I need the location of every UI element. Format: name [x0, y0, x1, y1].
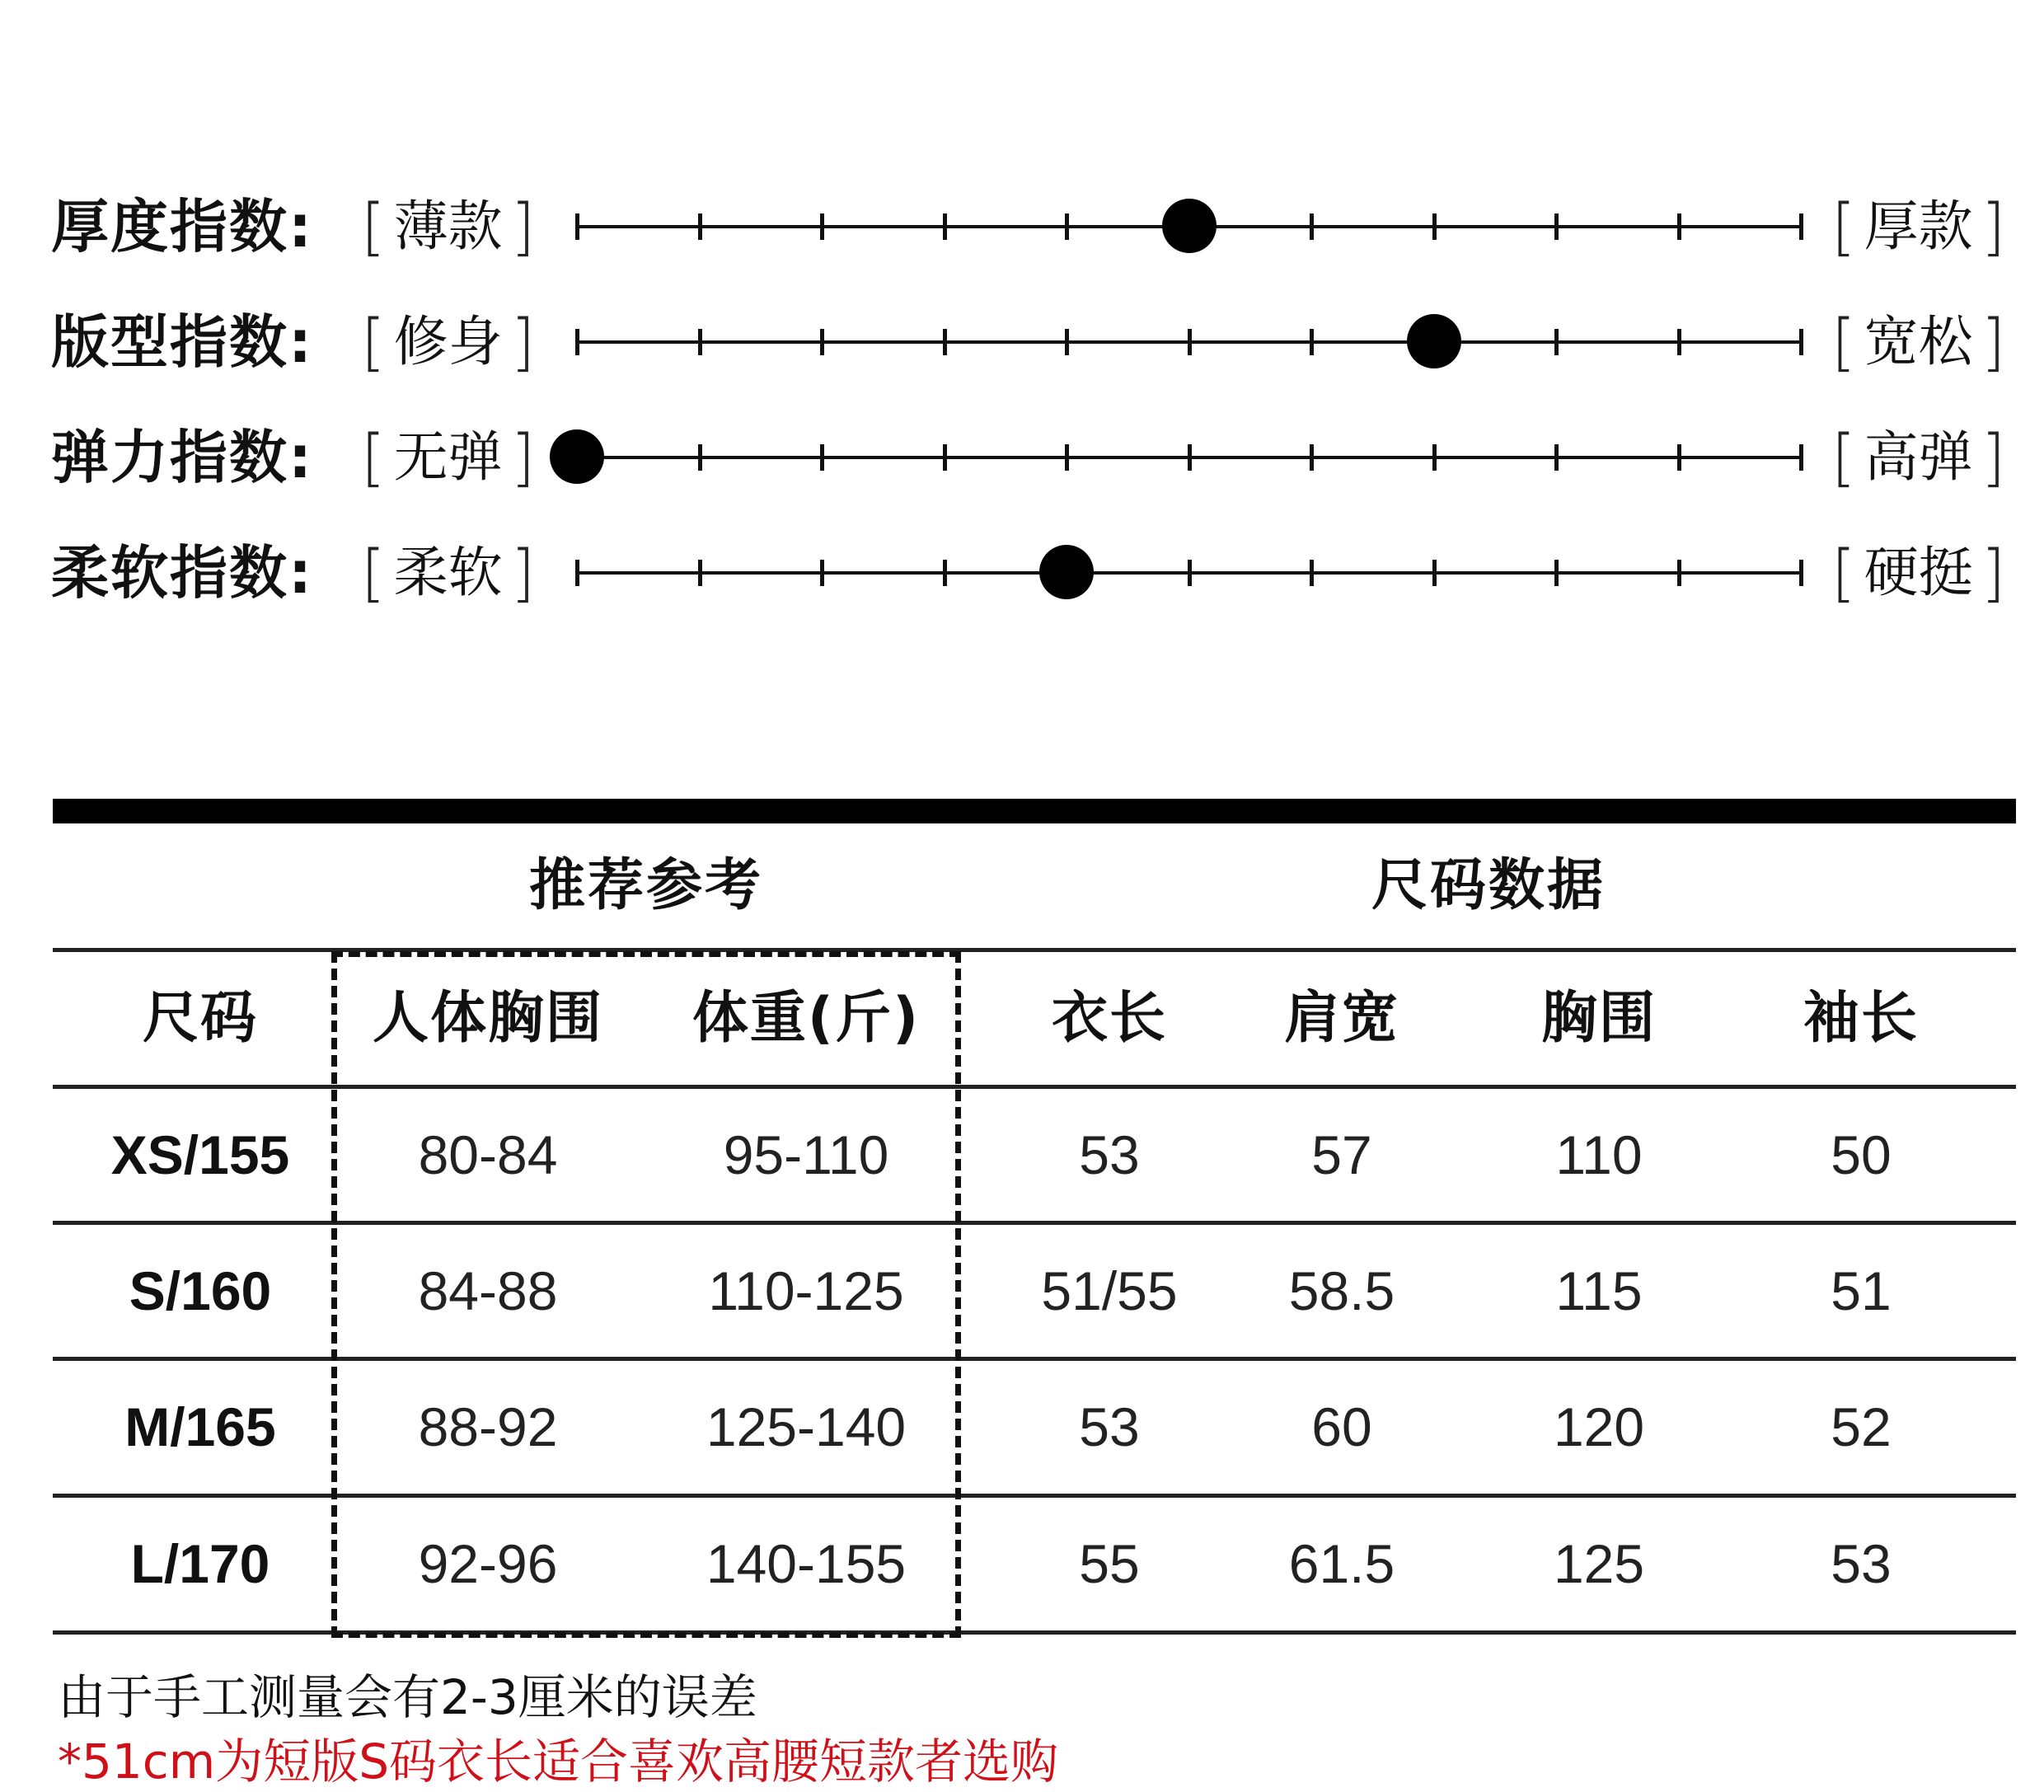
scale-tick	[1677, 329, 1681, 355]
scale-tick	[1799, 560, 1803, 586]
short-size-note: *51cm为短版S码衣长适合喜欢高腰短款者选购	[58, 1733, 1059, 1790]
bracket-close: ]	[510, 536, 536, 609]
index-max-text: 厚款	[1864, 195, 1973, 258]
index-min-text: 薄款	[393, 195, 503, 258]
size-label-cell: M/165	[124, 1396, 276, 1457]
index-scale-track	[577, 225, 1801, 228]
index-max-text: 宽松	[1864, 310, 1973, 373]
table-cell: 52	[1831, 1396, 1892, 1457]
scale-tick	[1432, 444, 1437, 471]
index-title: 柔软指数:	[51, 539, 313, 607]
table-cell: 51	[1831, 1260, 1892, 1321]
bracket-open: [	[1831, 420, 1856, 494]
bracket-open: [	[361, 305, 386, 378]
bracket-close: ]	[510, 190, 536, 263]
bracket-open: [	[1831, 536, 1856, 609]
scale-tick	[1432, 213, 1437, 240]
scale-tick	[698, 560, 702, 586]
index-scale-track	[577, 456, 1801, 459]
table-cell: 58.5	[1288, 1260, 1395, 1321]
scale-tick	[943, 444, 947, 471]
index-max-text: 硬挺	[1864, 541, 1973, 604]
column-header: 胸围	[1540, 986, 1657, 1051]
table-cell: 61.5	[1288, 1533, 1395, 1594]
scale-tick	[820, 560, 824, 586]
table-cell: 140-155	[706, 1533, 907, 1594]
index-min-label	[361, 515, 535, 631]
bracket-close: ]	[510, 305, 536, 378]
index-max-label	[1831, 400, 2005, 515]
scale-tick	[1065, 213, 1069, 240]
column-header: 袖长	[1803, 986, 1919, 1051]
index-level-marker	[1162, 199, 1217, 253]
index-min-text: 无弹	[393, 425, 503, 489]
index-level-marker	[1039, 545, 1094, 599]
scale-tick	[1188, 329, 1192, 355]
measurement-note: 由于手工测量会有2-3厘米的误差	[58, 1669, 757, 1725]
scale-tick	[1310, 560, 1314, 586]
index-level-marker	[550, 429, 604, 484]
scale-tick	[1799, 444, 1803, 471]
scale-tick	[1310, 213, 1314, 240]
scale-tick	[943, 213, 947, 240]
scale-tick	[1677, 560, 1681, 586]
size-label-cell: L/170	[130, 1533, 270, 1594]
table-cell: 60	[1311, 1396, 1372, 1457]
scale-tick	[1799, 329, 1803, 355]
bracket-close: ]	[510, 420, 536, 494]
scale-tick	[575, 560, 579, 586]
column-header: 体重(斤)	[691, 986, 921, 1051]
size-label-cell: XS/155	[110, 1124, 290, 1185]
table-cell: 125	[1553, 1533, 1645, 1594]
scale-tick	[575, 213, 579, 240]
index-row	[0, 515, 2044, 631]
index-max-text: 高弹	[1864, 425, 1973, 489]
bracket-open: [	[1831, 190, 1856, 263]
table-cell: 53	[1079, 1396, 1140, 1457]
bracket-close: ]	[1981, 305, 2006, 378]
index-min-label	[361, 400, 535, 515]
table-cell: 120	[1553, 1396, 1645, 1457]
bracket-open: [	[361, 536, 386, 609]
table-cell: 57	[1311, 1124, 1372, 1185]
index-row	[0, 169, 2044, 284]
column-header: 衣长	[1051, 986, 1167, 1051]
size-label-cell: S/160	[129, 1260, 272, 1321]
scale-tick	[1677, 213, 1681, 240]
bracket-close: ]	[1981, 536, 2006, 609]
scale-tick	[1188, 444, 1192, 471]
table-cell: 84-88	[418, 1260, 558, 1321]
group-header-size-data: 尺码数据	[1371, 853, 1606, 918]
table-cell: 125-140	[706, 1396, 907, 1457]
scale-tick	[1799, 213, 1803, 240]
index-min-label	[361, 169, 535, 284]
table-cell: 88-92	[418, 1396, 558, 1457]
column-header: 人体胸围	[372, 986, 603, 1051]
index-title: 厚度指数:	[51, 193, 313, 260]
table-cell: 55	[1079, 1533, 1140, 1594]
index-max-label	[1831, 169, 2005, 284]
scale-tick	[1310, 444, 1314, 471]
bracket-close: ]	[1981, 420, 2006, 494]
scale-tick	[1432, 560, 1437, 586]
table-cell: 51/55	[1041, 1260, 1178, 1321]
scale-tick	[1310, 329, 1314, 355]
table-cell: 80-84	[418, 1124, 558, 1185]
column-header: 肩宽	[1283, 986, 1399, 1051]
group-header-recommend: 推荐参考	[528, 853, 763, 918]
scale-tick	[1554, 213, 1559, 240]
scale-tick	[820, 329, 824, 355]
index-min-text: 柔软	[393, 541, 503, 604]
scale-tick	[1677, 444, 1681, 471]
column-header: 尺码	[142, 986, 258, 1051]
table-cell: 110	[1555, 1124, 1643, 1185]
table-cell: 50	[1831, 1124, 1892, 1185]
scale-tick	[943, 560, 947, 586]
index-min-text: 修身	[393, 310, 503, 373]
index-max-label	[1831, 284, 2005, 400]
index-max-label	[1831, 515, 2005, 631]
index-min-label	[361, 284, 535, 400]
table-cell: 95-110	[723, 1124, 889, 1185]
scale-tick	[820, 213, 824, 240]
index-scale-track	[577, 571, 1801, 575]
scale-tick	[698, 213, 702, 240]
bracket-open: [	[1831, 305, 1856, 378]
index-title: 版型指数:	[51, 308, 313, 376]
scale-tick	[943, 329, 947, 355]
table-cell: 53	[1079, 1124, 1140, 1185]
scale-tick	[1554, 560, 1559, 586]
bracket-open: [	[361, 190, 386, 263]
scale-tick	[820, 444, 824, 471]
bracket-open: [	[361, 420, 386, 494]
bracket-close: ]	[1981, 190, 2006, 263]
scale-tick	[698, 444, 702, 471]
scale-tick	[698, 329, 702, 355]
table-cell: 53	[1831, 1533, 1892, 1594]
index-level-marker	[1407, 314, 1461, 368]
table-top-bar	[53, 799, 2016, 823]
table-cell: 110-125	[708, 1260, 904, 1321]
scale-tick	[1065, 329, 1069, 355]
index-row	[0, 284, 2044, 400]
index-title: 弹力指数:	[51, 424, 313, 491]
index-scale-track	[577, 340, 1801, 344]
table-cell: 115	[1555, 1260, 1643, 1321]
index-row	[0, 400, 2044, 515]
scale-tick	[1065, 444, 1069, 471]
table-cell: 92-96	[418, 1533, 558, 1594]
scale-tick	[1554, 329, 1559, 355]
scale-tick	[1188, 560, 1192, 586]
scale-tick	[1554, 444, 1559, 471]
scale-tick	[575, 329, 579, 355]
